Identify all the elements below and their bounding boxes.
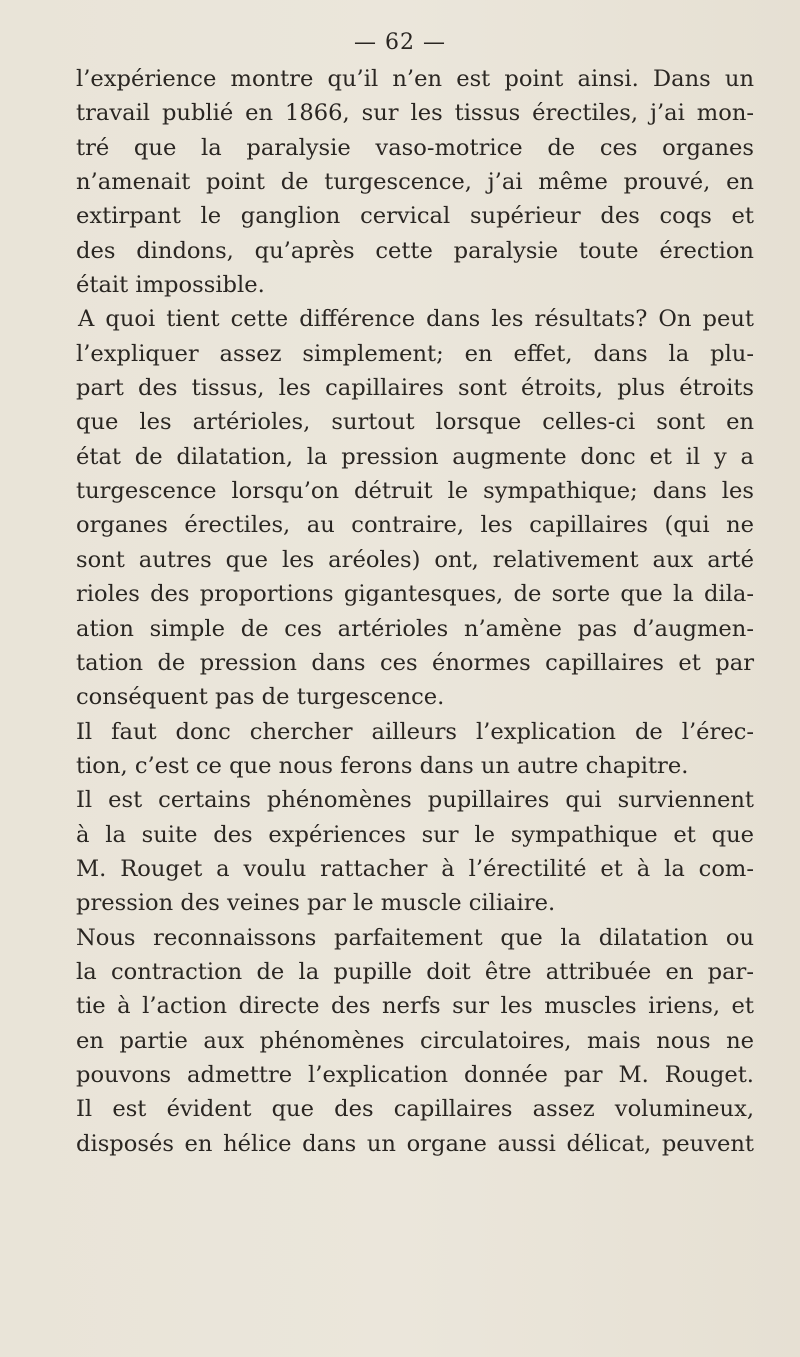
text-line: Il est évident que des capillaires assez volumineux, xyxy=(76,1096,754,1123)
body-text xyxy=(76,62,754,1161)
text-line: organes érectiles, au contraire, les capillaires (qui ne xyxy=(76,512,754,539)
text-line: Il faut donc chercher ailleurs l’explication de l’érec- xyxy=(76,718,754,745)
text-line: Nous reconnaissons parfaitement que la dilatation ou xyxy=(76,924,754,951)
text-line: l’expliquer assez simplement; en effet, dans la plu- xyxy=(76,340,754,367)
text-line: conséquent pas de turgescence. xyxy=(76,684,445,711)
text-line: part des tissus, les capillaires sont étroits, plus étroits xyxy=(76,375,754,402)
text-line: travail publié en 1866, sur les tissus érectiles, j’ai mon- xyxy=(76,100,754,127)
text-line: pouvons admettre l’explication donnée par M. Rouget. xyxy=(76,1061,754,1088)
text-line: n’amenait point de turgescence, j’ai même prouvé, en xyxy=(76,169,754,196)
text-line: tion, c’est ce que nous ferons dans un autre chapitre. xyxy=(76,752,689,779)
text-line: que les artérioles, surtout lorsque celles-ci sont en xyxy=(76,409,754,436)
text-line: M. Rouget a voulu rattacher à l’érectilité et à la com- xyxy=(76,855,754,882)
text-line: Il est certains phénomènes pupillaires qui surviennent xyxy=(76,787,754,814)
text-line: l’expérience montre qu’il n’en est point ainsi. Dans un xyxy=(76,66,754,92)
text-line: A quoi tient cette différence dans les résultats? On peut xyxy=(78,306,754,333)
text-line: sont autres que les aréoles) ont, relativement aux arté xyxy=(76,546,754,573)
text-line: extirpant le ganglion cervical supérieur des coqs et xyxy=(76,203,754,230)
text-line: était impossible. xyxy=(76,272,265,299)
text-line: ation simple de ces artérioles n’amène pas d’augmen- xyxy=(76,615,754,642)
text-line: turgescence lorsqu’on détruit le sympathique; dans les xyxy=(76,478,754,505)
text-line: des dindons, qu’après cette paralysie toute érection xyxy=(76,237,754,264)
text-line: la contraction de la pupille doit être attribuée en par- xyxy=(76,958,754,985)
text-line: tie à l’action directe des nerfs sur les muscles iriens, et xyxy=(76,993,754,1020)
text-line: disposés en hélice dans un organe aussi délicat, peuvent xyxy=(76,1130,754,1157)
text-line: pression des veines par le muscle ciliaire. xyxy=(76,890,556,917)
text-line: à la suite des expériences sur le sympathique et que xyxy=(76,821,754,848)
page-number: — 62 — xyxy=(354,30,446,55)
text-line: tré que la paralysie vaso-motrice de ces organes xyxy=(76,134,754,161)
text-line: tation de pression dans ces énormes capillaires et par xyxy=(76,649,754,676)
text-line: état de dilatation, la pression augmente donc et il y a xyxy=(76,443,754,470)
text-line: rioles des proportions gigantesques, de sorte que la dila- xyxy=(76,581,754,608)
text-line: en partie aux phénomènes circulatoires, mais nous ne xyxy=(76,1027,754,1054)
